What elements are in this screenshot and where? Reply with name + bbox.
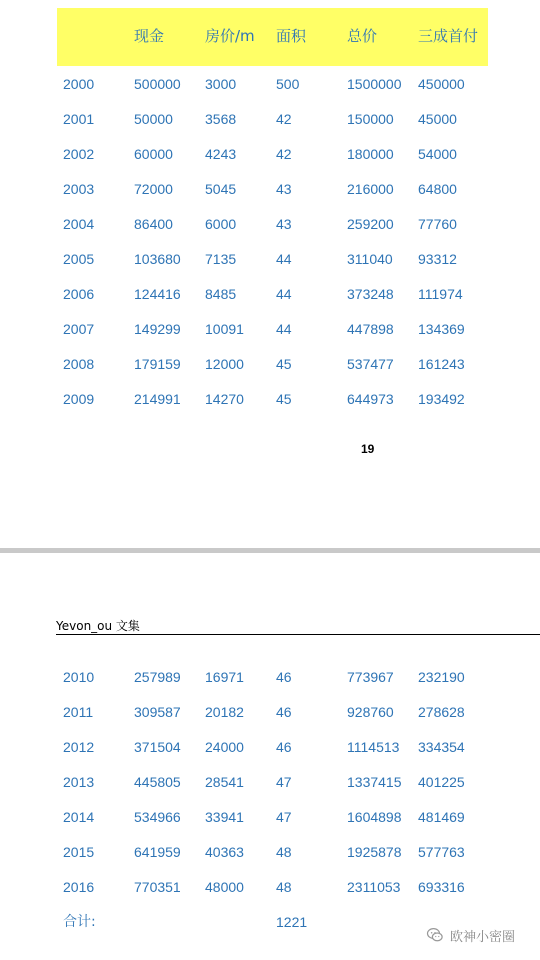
- table-cell: 33941: [205, 809, 244, 825]
- table-row: [0, 109, 540, 129]
- wechat-icon: [426, 926, 444, 944]
- table-cell: 179159: [134, 356, 181, 372]
- table-cell: 4243: [205, 146, 237, 162]
- table-cell: 2016: [63, 879, 95, 895]
- table-cell: 641959: [134, 844, 181, 860]
- table-cell: 60000: [134, 146, 173, 162]
- table-cell: 216000: [347, 181, 394, 197]
- table-cell: 278628: [418, 704, 465, 720]
- table-cell: 373248: [347, 286, 394, 302]
- table-cell: 47: [276, 774, 292, 790]
- table-cell: 124416: [134, 286, 181, 302]
- table-cell: 12000: [205, 356, 244, 372]
- table-row: [0, 214, 540, 234]
- table-cell: 2012: [63, 739, 95, 755]
- table-cell: 2011: [63, 704, 94, 720]
- table-row: [0, 284, 540, 304]
- table-cell: 28541: [205, 774, 244, 790]
- table-cell: 193492: [418, 391, 465, 407]
- table-cell: 232190: [418, 669, 465, 685]
- table-row: [0, 737, 540, 757]
- table-cell: 2001: [63, 111, 95, 127]
- table-cell: 44: [276, 321, 292, 337]
- table-cell: 93312: [418, 251, 457, 267]
- table-cell: 8485: [205, 286, 237, 302]
- table-cell: 7135: [205, 251, 237, 267]
- table-cell: 770351: [134, 879, 181, 895]
- table-cell: 72000: [134, 181, 173, 197]
- table-cell: 2311053: [347, 879, 401, 895]
- table-cell: 311040: [347, 251, 393, 267]
- table-row: [0, 772, 540, 792]
- table-cell: 259200: [347, 216, 394, 232]
- table-cell: 134369: [418, 321, 465, 337]
- header-price-per-m: 房价/m: [205, 27, 255, 45]
- table-row: [0, 179, 540, 199]
- table-row: [0, 319, 540, 339]
- table-cell: 64800: [418, 181, 457, 197]
- table-cell: 150000: [347, 111, 394, 127]
- table-cell: 46: [276, 739, 292, 755]
- table-cell: 86400: [134, 216, 173, 232]
- table-cell: 2004: [63, 216, 95, 232]
- table-cell: 44: [276, 251, 292, 267]
- table-cell: 45: [276, 391, 292, 407]
- table-row: [0, 877, 540, 897]
- table-row: [0, 354, 540, 374]
- total-area-value: 1221: [276, 914, 308, 930]
- table-cell: 2015: [63, 844, 95, 860]
- table-cell: 47: [276, 809, 292, 825]
- table-cell: 2000: [63, 76, 95, 92]
- page-number: 19: [361, 442, 375, 456]
- header-cash: 现金: [134, 27, 165, 45]
- table-cell: 42: [276, 146, 292, 162]
- table-cell: 1925878: [347, 844, 402, 860]
- header-rule: [56, 634, 540, 635]
- table-row: [0, 702, 540, 722]
- table-cell: 500: [276, 76, 300, 92]
- table-row: [0, 667, 540, 687]
- table-cell: 2003: [63, 181, 95, 197]
- table-row: [0, 807, 540, 827]
- table-cell: 2009: [63, 391, 95, 407]
- table-cell: 50000: [134, 111, 173, 127]
- table-header-row: [57, 8, 488, 66]
- table-cell: 577763: [418, 844, 465, 860]
- table-cell: 180000: [347, 146, 394, 162]
- table-cell: 447898: [347, 321, 394, 337]
- table-cell: 20182: [205, 704, 244, 720]
- table-cell: 16971: [205, 669, 244, 685]
- table-row: [0, 144, 540, 164]
- table-cell: 537477: [347, 356, 394, 372]
- table-cell: 1604898: [347, 809, 402, 825]
- table-cell: 2013: [63, 774, 95, 790]
- table-cell: 14270: [205, 391, 244, 407]
- table-cell: 1114513: [347, 739, 400, 755]
- table-cell: 103680: [134, 251, 181, 267]
- table-cell: 2014: [63, 809, 95, 825]
- table-cell: 450000: [418, 76, 465, 92]
- table-cell: 534966: [134, 809, 181, 825]
- watermark-text: 欧神小密圈: [450, 929, 516, 945]
- table-cell: 1337415: [347, 774, 402, 790]
- table-cell: 48000: [205, 879, 244, 895]
- table-cell: 401225: [418, 774, 465, 790]
- header-down-payment: 三成首付: [418, 27, 479, 45]
- table-cell: 309587: [134, 704, 181, 720]
- table-cell: 40363: [205, 844, 244, 860]
- table-row: [0, 842, 540, 862]
- table-cell: 149299: [134, 321, 181, 337]
- table-cell: 46: [276, 669, 292, 685]
- table-cell: 10091: [205, 321, 244, 337]
- table-cell: 371504: [134, 739, 181, 755]
- table-cell: 644973: [347, 391, 394, 407]
- table-cell: 928760: [347, 704, 394, 720]
- table-cell: 334354: [418, 739, 465, 755]
- table-cell: 214991: [134, 391, 181, 407]
- table-cell: 48: [276, 879, 292, 895]
- watermark: [426, 924, 515, 946]
- table-cell: 2006: [63, 286, 95, 302]
- table-cell: 77760: [418, 216, 457, 232]
- document-header: Yevon_ou 文集: [56, 619, 140, 633]
- table-cell: 43: [276, 216, 292, 232]
- table-cell: 45: [276, 356, 292, 372]
- table-cell: 773967: [347, 669, 394, 685]
- table-row: [0, 389, 540, 409]
- table-cell: 161243: [418, 356, 465, 372]
- table-row: [0, 249, 540, 269]
- table-cell: 257989: [134, 669, 181, 685]
- table-cell: 6000: [205, 216, 237, 232]
- table-cell: 43: [276, 181, 292, 197]
- table-cell: 54000: [418, 146, 457, 162]
- table-cell: 5045: [205, 181, 237, 197]
- table-cell: 2007: [63, 321, 95, 337]
- table-cell: 2008: [63, 356, 95, 372]
- table-cell: 2005: [63, 251, 95, 267]
- total-label: 合计:: [63, 914, 96, 930]
- table-cell: 500000: [134, 76, 181, 92]
- table-cell: 45000: [418, 111, 457, 127]
- table-cell: 111974: [418, 286, 463, 302]
- header-total-price: 总价: [347, 27, 378, 45]
- table-cell: 3000: [205, 76, 237, 92]
- table-cell: 42: [276, 111, 292, 127]
- table-cell: 2010: [63, 669, 95, 685]
- table-cell: 481469: [418, 809, 465, 825]
- table-cell: 3568: [205, 111, 237, 127]
- table-cell: 44: [276, 286, 292, 302]
- table-row: [0, 74, 540, 94]
- table-cell: 46: [276, 704, 292, 720]
- table-cell: 24000: [205, 739, 244, 755]
- table-cell: 445805: [134, 774, 181, 790]
- header-area: 面积: [276, 27, 307, 45]
- table-cell: 693316: [418, 879, 465, 895]
- table-cell: 48: [276, 844, 292, 860]
- table-cell: 2002: [63, 146, 95, 162]
- table-cell: 1500000: [347, 76, 402, 92]
